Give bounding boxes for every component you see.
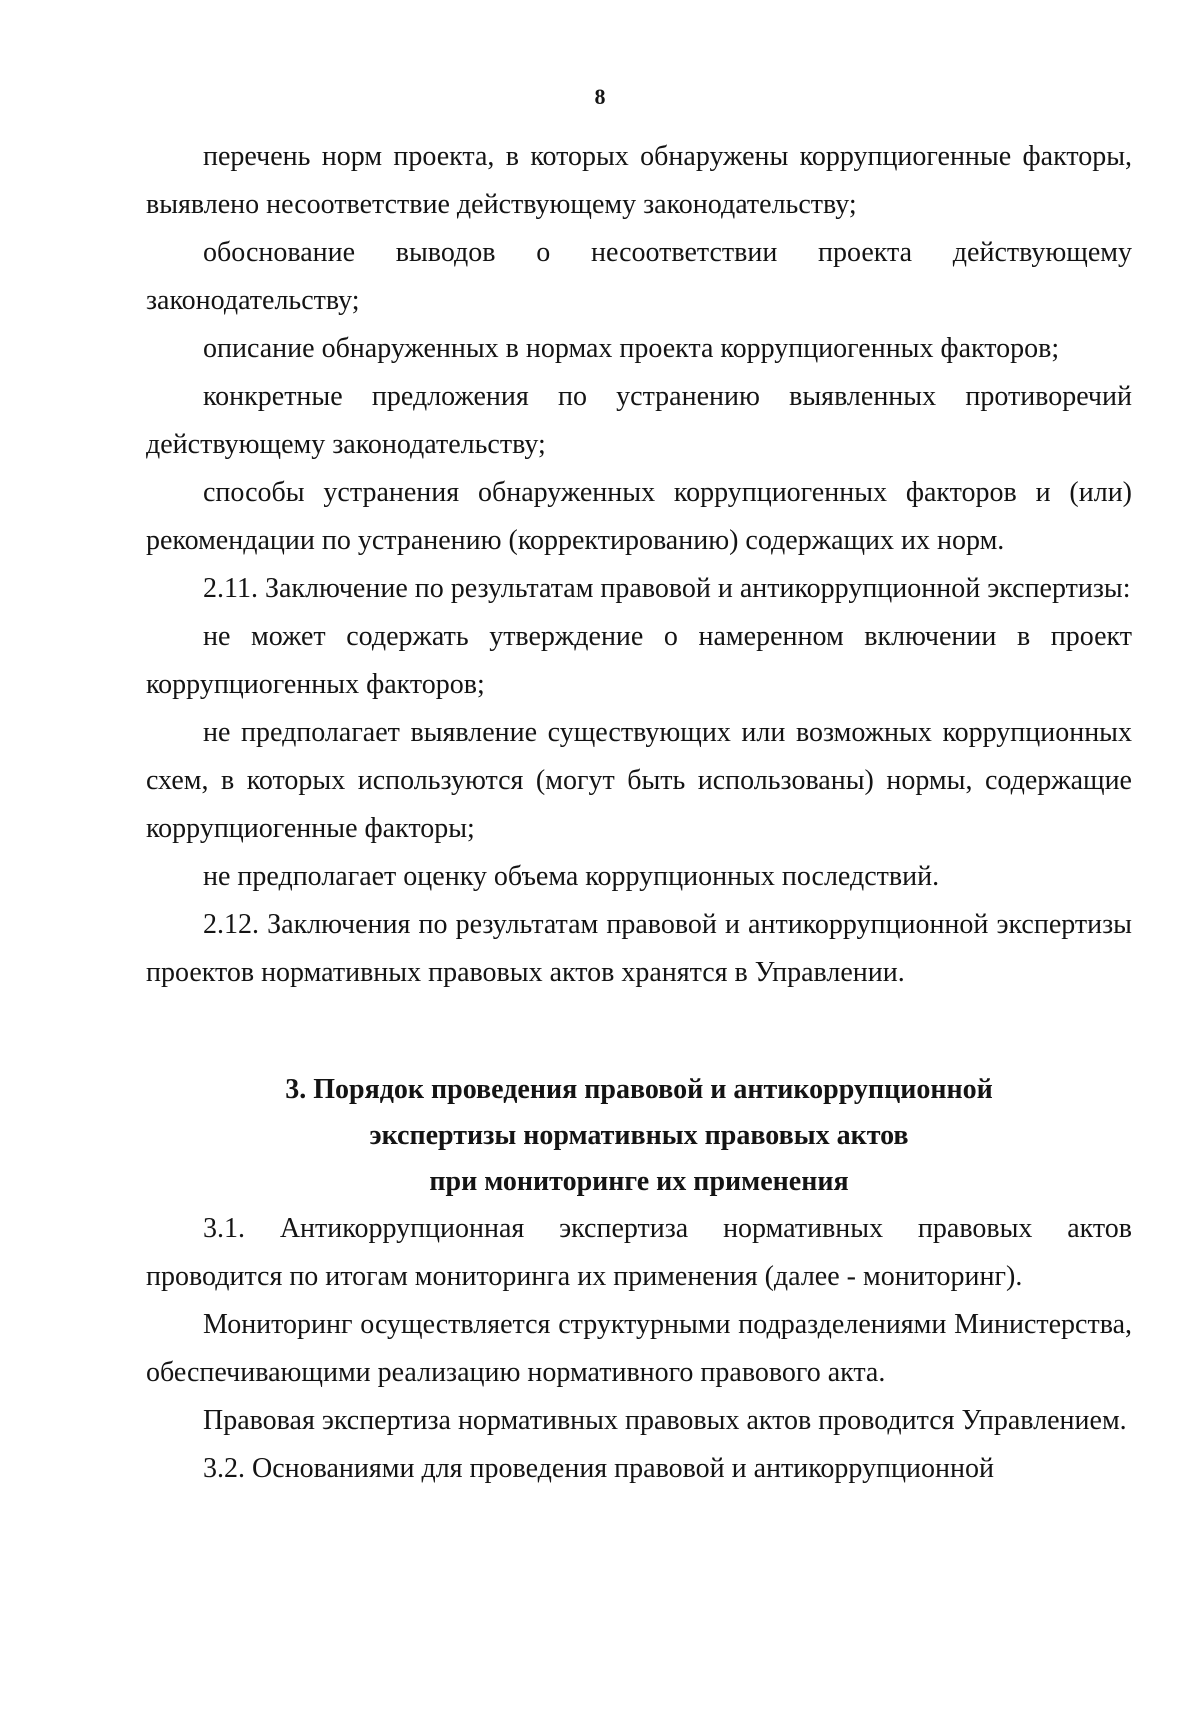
page-number: 8: [594, 84, 606, 109]
paragraph-justification: обоснование выводов о несоответствии проекта действующему законодательству;: [146, 237, 1132, 316]
paragraph-2-11: 2.11. Заключение по результатам правовой и антикоррупционной экспертизы:: [203, 573, 1131, 604]
paragraph-proposals: конкретные предложения по устранению выявленных противоречий действующему законодательству;: [146, 381, 1132, 460]
paragraph-monitoring: Мониторинг осуществляется структурными подразделениями Министерства, обеспечивающими реализацию нормативного правового акта.: [146, 1309, 1132, 1388]
section-heading: [146, 1067, 1132, 1205]
document-body: [146, 133, 1132, 1493]
paragraph-no-schemes: не предполагает выявление существующих или возможных коррупционных схем, в которых используются (могут быть использованы) нормы, содержащие коррупциогенные факторы;: [146, 717, 1132, 844]
paragraph-3-1: 3.1. Антикоррупционная экспертиза нормативных правовых актов проводится по итогам мониторинга их применения (далее - мониторинг).: [146, 1213, 1132, 1292]
paragraph-2-12: 2.12. Заключения по результатам правовой и антикоррупционной экспертизы проектов нормативных правовых актов хранятся в Управлении.: [146, 909, 1132, 988]
paragraph-remedies: способы устранения обнаруженных коррупциогенных факторов и (или) рекомендации по устранению (корректированию) содержащих их норм.: [146, 477, 1132, 556]
section-heading-line: при мониторинге их применения: [429, 1166, 849, 1197]
paragraph-no-assessment: не предполагает оценку объема коррупционных последствий.: [203, 861, 940, 892]
paragraph-legal-expertise: Правовая экспертиза нормативных правовых актов проводится Управлением.: [203, 1405, 1127, 1436]
paragraph-3-2: 3.2. Основаниями для проведения правовой и антикоррупционной: [203, 1453, 994, 1484]
paragraph-norms-list: перечень норм проекта, в которых обнаружены коррупциогенные факторы, выявлено несоответствие действующему законодательству;: [146, 141, 1132, 220]
paragraph-no-intent: не может содержать утверждение о намеренном включении в проект коррупциогенных факторов;: [146, 621, 1132, 700]
paragraph-description: описание обнаруженных в нормах проекта коррупциогенных факторов;: [203, 333, 1060, 364]
section-heading-line: 3. Порядок проведения правовой и антикоррупционной: [285, 1074, 993, 1105]
section-heading-line: экспертизы нормативных правовых актов: [369, 1120, 909, 1151]
